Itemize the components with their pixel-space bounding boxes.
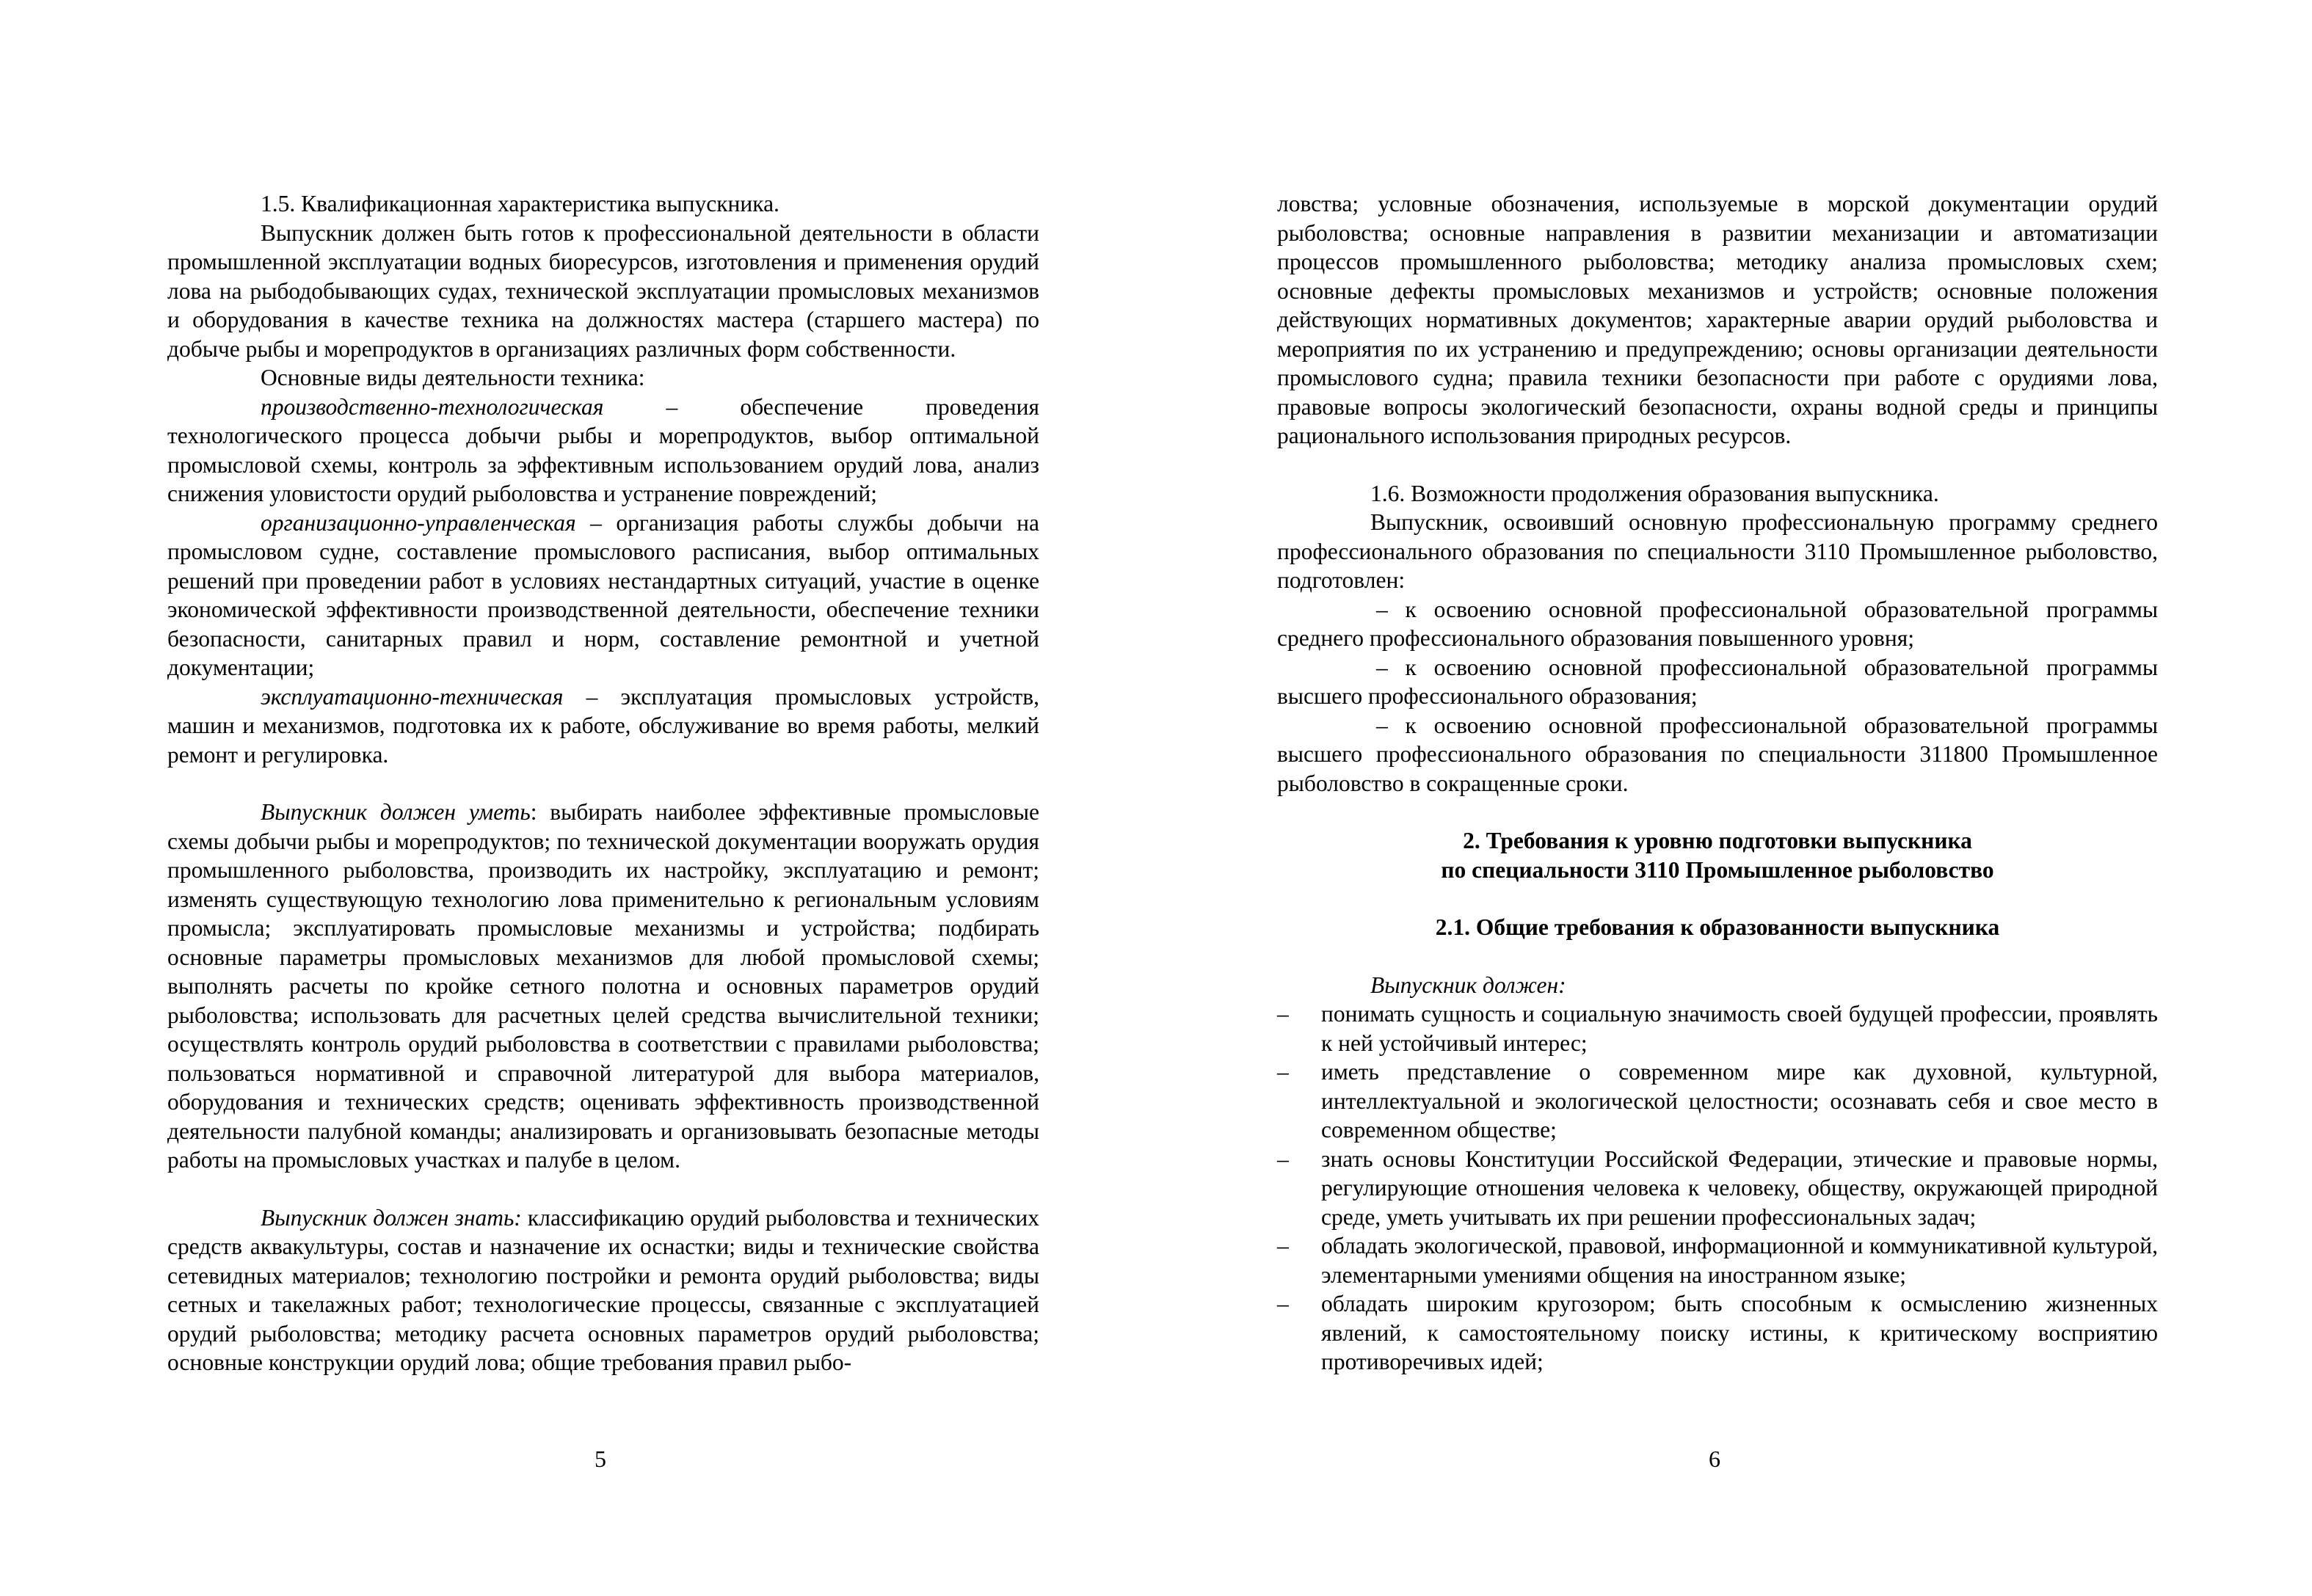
graduate-must-title: Выпускник должен:	[1370, 972, 1566, 998]
page-number-left: 5	[595, 1446, 606, 1472]
continuation-item: – к освоению основной профессиональной образовательной программы высшего профессионального образования по специальности 311800 Промышленное рыболовство в сокращенные сроки.	[1277, 712, 2158, 796]
activity-types-title: Основные виды деятельности техника:	[261, 365, 645, 390]
section-1-6-intro: Выпускник, освоивший основную профессиональную программу среднего профессионального образования по специальности 3110 Промышленное рыболовство, подготовлен:	[1277, 509, 2158, 593]
list-item-text: обладать широким кругозором; быть способным к осмыслению жизненных явлений, к самостоятельному поиску истины, к критическому восприятию противоречивых идей;	[1321, 1291, 2158, 1374]
must-be-able-text: : выбирать наиболее эффективные промысловые схемы добычи рыбы и морепродуктов; по технической документации вооружать орудия промышленного рыболовства, производить их настройку, эксплуатацию и ремонт; изменять существующую технологию лова применительно к региональным условиям промысла; эксплуатировать промысловые механизмы и устройства; подбирать основные параметры промысловых механизмов для любой промысловой схемы; выполнять расчеты по кройке сетного полотна и основных параметров орудий рыболовства; использовать для расчетных целей средства вычислительной техники; осуществлять контроль орудий рыболовства в соответствии с правилами рыболовства; пользоваться нормативной и справочной литературой для выбора материалов, оборудования и технических средств; оценивать эффективность производственной деятельности палубной команды; анализировать и организовывать безопасные методы работы на промысловых участках и палубе в целом.	[167, 799, 1039, 1173]
list-item	[1277, 1057, 2158, 1145]
page-number-right: 6	[1709, 1446, 1720, 1472]
activity-1-term: производственно-технологическая	[261, 393, 604, 420]
graduate-must-list	[1277, 999, 2158, 1377]
activity-2-term: организационно-управленческая	[261, 509, 576, 536]
list-item	[1277, 999, 2158, 1057]
section-2-1-title: 2.1. Общие требования к образованности выпускника	[1435, 914, 2000, 940]
list-item-text: обладать экологической, правовой, информационной и коммуникативной культурой, элементарными умениями общения на иностранном языке;	[1321, 1233, 2158, 1288]
list-dash: –	[1277, 1233, 1289, 1258]
left-page	[167, 189, 1039, 1377]
section-2-title-line1: 2. Требования к уровню подготовки выпускника	[1463, 828, 1972, 853]
list-dash: –	[1277, 1059, 1289, 1085]
must-know-text: классификацию орудий рыболовства и технических средств аквакультуры, состав и назначение их оснастки; виды и технические свойства сетевидных материалов; технологию постройки и ремонта орудий рыболовства; виды сетных и такелажных работ; технологические процессы, связанные с эксплуатацией орудий рыболовства; методику расчета основных параметров орудий рыболовства; основные конструкции орудий лова; общие требования правил рыбо-	[167, 1204, 1039, 1375]
activity-3-term: эксплуатационно-техническая	[261, 683, 564, 710]
intro-paragraph: Выпускник должен быть готов к профессиональной деятельности в области промышленной эксплуатации водных биоресурсов, изготовления и применения орудий лова на рыбодобывающих судах, технической эксплуатации промысловых механизмов и оборудования в качестве техника на должностях мастера (старшего мастера) по добыче рыбы и морепродуктов в организациях различных форм собственности.	[167, 219, 1039, 362]
activity-1	[167, 393, 1039, 509]
list-item-text: иметь представление о современном мире как духовной, культурной, интеллектуальной и экологической целостности; осознавать себя и свое место в современном обществе;	[1321, 1059, 2158, 1143]
section-2-title-line2: по специальности 3110 Промышленное рыболовство	[1441, 856, 1994, 883]
section-1-5-title: 1.5. Квалификационная характеристика выпускника.	[261, 191, 779, 216]
list-item	[1277, 1145, 2158, 1232]
list-dash: –	[1277, 1291, 1289, 1316]
list-dash: –	[1277, 1001, 1289, 1027]
list-item-text: понимать сущность и социальную значимость своей будущей профессии, проявлять к ней устойчивый интерес;	[1321, 1001, 2158, 1056]
activity-2	[167, 509, 1039, 682]
continuation-paragraph: ловства; условные обозначения, используемые в морской документации орудий рыболовства; основные направления в развитии механизации и автоматизации процессов промышленного рыболовства; методику анализа промысловых схем; основные дефекты промысловых механизмов и устройств; основные положения действующих нормативных документов; характерные аварии орудий рыболовства и мероприятия по их устранению и предупреждению; основы организации деятельности промыслового судна; правила техники безопасности при работе с орудиями лова, правовые вопросы экологический безопасности, охраны водной среды и принципы рационального использования природных ресурсов.	[1277, 191, 2158, 448]
must-be-able-term: Выпускник должен уметь	[261, 799, 531, 825]
list-item	[1277, 1289, 2158, 1377]
right-page	[1277, 189, 2158, 1377]
list-item	[1277, 1231, 2158, 1289]
must-be-able-paragraph	[167, 798, 1039, 1175]
activity-3	[167, 682, 1039, 770]
continuation-item: – к освоению основной профессиональной образовательной программы среднего профессионального образования повышенного уровня;	[1277, 596, 2158, 651]
must-know-paragraph	[167, 1203, 1039, 1377]
continuation-item: – к освоению основной профессиональной образовательной программы высшего профессионального образования;	[1277, 654, 2158, 709]
activity-1-text: – обеспечение проведения технологического процесса добычи рыбы и морепродуктов, выбор оптимальной промысловой схемы, контроль за эффективным использованием орудий лова, анализ снижения уловистости орудий рыболовства и устранение повреждений;	[167, 393, 1039, 506]
activity-2-text: – организация работы службы добычи на промысловом судне, составление промыслового расписания, выбор оптимальных решений при проведении работ в условиях нестандартных ситуаций, участие в оценке экономической эффективности производственной деятельности, обеспечение техники безопасности, санитарных правил и норм, составление ремонтной и учетной документации;	[167, 509, 1039, 680]
activity-3-text: – эксплуатация промысловых устройств, машин и механизмов, подготовка их к работе, обслуживание во время работы, мелкий ремонт и регулировка.	[167, 683, 1039, 768]
list-dash: –	[1277, 1145, 1289, 1172]
must-know-term: Выпускник должен знать:	[261, 1204, 522, 1231]
list-item-text: знать основы Конституции Российской Федерации, этические и правовые нормы, регулирующие отношения человека к человеку, обществу, окружающей природной среде, уметь учитывать их при решении профессиональных задач;	[1321, 1145, 2158, 1230]
section-1-6-title: 1.6. Возможности продолжения образования выпускника.	[1370, 480, 1939, 506]
